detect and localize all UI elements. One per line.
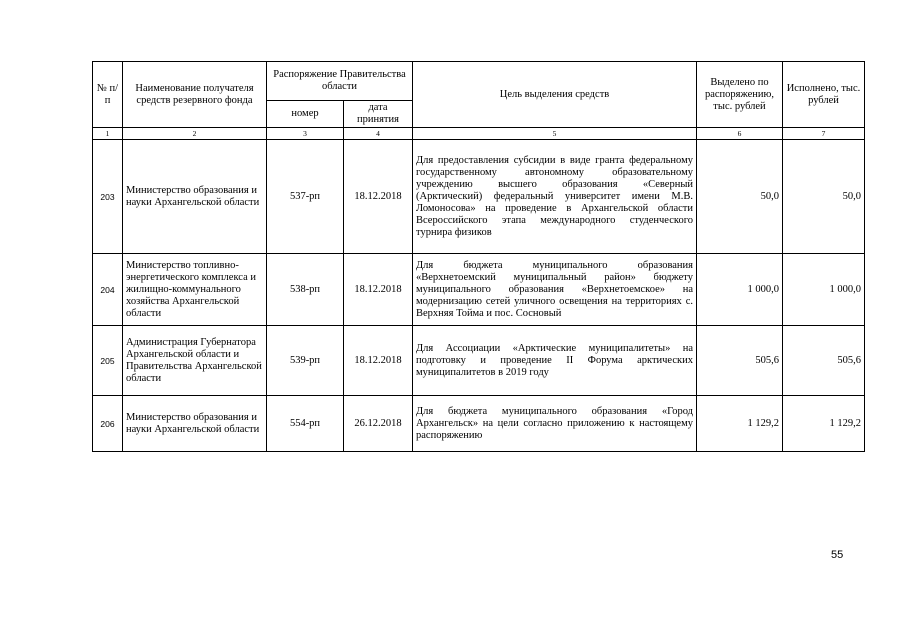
table-row [93, 396, 865, 452]
executed-cell: 50,0 [783, 140, 865, 254]
column-number: 1 [93, 128, 123, 140]
purpose-cell: Для Ассоциации «Арктические муниципалитеты» на подготовку и проведение II Форума арктических муниципалитетов в 2019 году [413, 326, 697, 396]
row-number: 203 [93, 140, 123, 254]
header-row-1 [93, 62, 865, 101]
order-date-cell: 18.12.2018 [344, 326, 413, 396]
recipient-cell: Министерство образования и науки Архангельской области [123, 396, 267, 452]
order-date-cell: 18.12.2018 [344, 140, 413, 254]
header-executed: Исполнено, тыс. рублей [783, 62, 865, 128]
row-number: 206 [93, 396, 123, 452]
column-number: 6 [697, 128, 783, 140]
header-num: № п/п [93, 62, 123, 128]
header-purpose: Цель выделения средств [413, 62, 697, 128]
recipient-cell: Министерство образования и науки Архангельской области [123, 140, 267, 254]
allocated-cell: 1 000,0 [697, 254, 783, 326]
allocated-cell: 505,6 [697, 326, 783, 396]
reserve-fund-table [92, 61, 865, 452]
page-number: 55 [831, 549, 844, 561]
executed-cell: 505,6 [783, 326, 865, 396]
allocated-cell: 50,0 [697, 140, 783, 254]
order-date-cell: 26.12.2018 [344, 396, 413, 452]
table-row [93, 140, 865, 254]
order-number-cell: 554-рп [267, 396, 344, 452]
executed-cell: 1 129,2 [783, 396, 865, 452]
order-number-cell: 537-рп [267, 140, 344, 254]
column-number: 2 [123, 128, 267, 140]
header-order-group: Распоряжение Правительства области [267, 62, 413, 101]
allocated-cell: 1 129,2 [697, 396, 783, 452]
row-number: 204 [93, 254, 123, 326]
order-date-cell: 18.12.2018 [344, 254, 413, 326]
purpose-cell: Для предоставления субсидии в виде гранта федеральному государственному автономному образовательному учреждению высшего образования «Северный (Арктический) федеральный университет имени М.В. Ломоносова» на проведение в Архангельской области Всероссийского этапа международного студенческого турнира физиков [413, 140, 697, 254]
order-number-cell: 538-рп [267, 254, 344, 326]
executed-cell: 1 000,0 [783, 254, 865, 326]
table-row [93, 326, 865, 396]
recipient-cell: Министерство топливно-энергетического комплекса и жилищно-коммунального хозяйства Архангельской области [123, 254, 267, 326]
column-number: 4 [344, 128, 413, 140]
recipient-cell: Администрация Губернатора Архангельской области и Правительства Архангельской области [123, 326, 267, 396]
purpose-cell: Для бюджета муниципального образования «Город Архангельск» на цели согласно приложению к настоящему распоряжению [413, 396, 697, 452]
column-numbers-row [93, 128, 865, 140]
header-order-num: номер [267, 101, 344, 128]
order-number-cell: 539-рп [267, 326, 344, 396]
column-number: 3 [267, 128, 344, 140]
column-number: 5 [413, 128, 697, 140]
header-allocated: Выделено по распоряжению, тыс. рублей [697, 62, 783, 128]
table-row [93, 254, 865, 326]
purpose-cell: Для бюджета муниципального образования «Верхнетоемский муниципальный район» бюджету муниципального образования «Верхнетоемское» на модернизацию сетей уличного освещения на территориях с. Верхняя Тойма и пос. Сосновый [413, 254, 697, 326]
header-recipient: Наименование получателя средств резервного фонда [123, 62, 267, 128]
column-number: 7 [783, 128, 865, 140]
header-order-date: дата принятия [344, 101, 413, 128]
row-number: 205 [93, 326, 123, 396]
